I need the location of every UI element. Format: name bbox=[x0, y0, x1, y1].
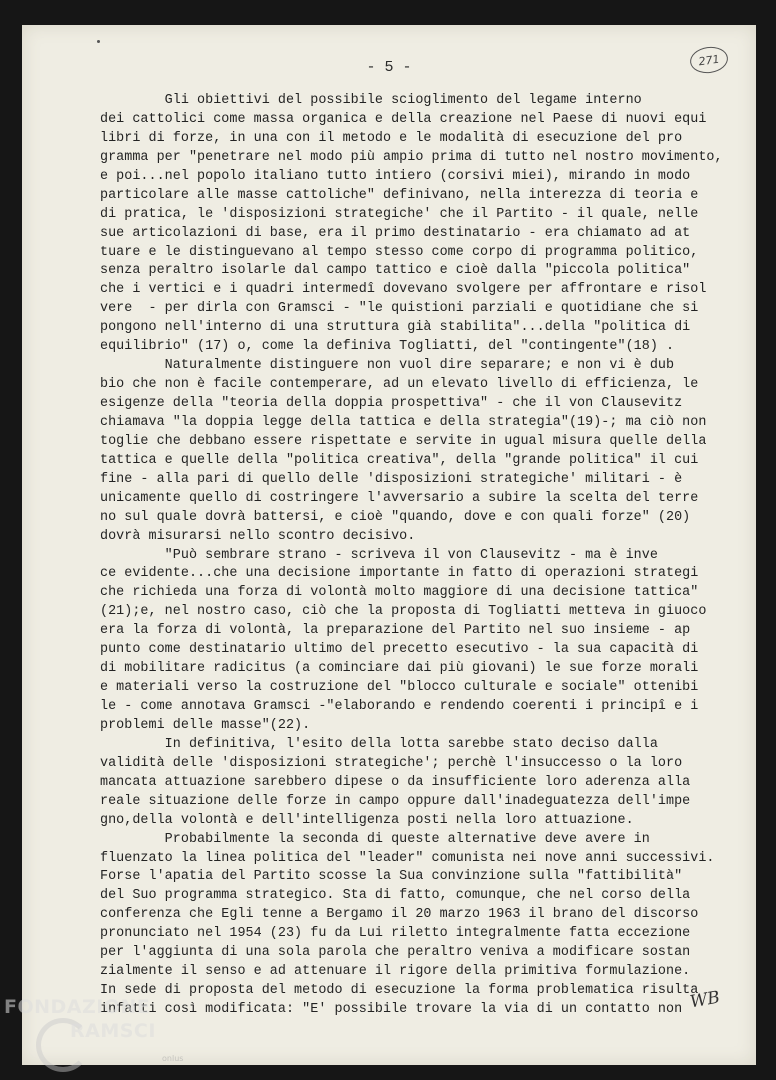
text-line: Forse l'apatia del Partito scosse la Sua convinzione sulla "fattibilità" bbox=[100, 869, 683, 885]
page-number: - 5 - bbox=[366, 59, 412, 76]
text-line: tuare e le distinguevano al tempo stesso come corpo di programma politico, bbox=[100, 244, 699, 260]
text-line: conferenza che Egli tenne a Bergamo il 20 marzo 1963 il brano del discorso bbox=[100, 907, 699, 923]
text-line: no sul quale dovrà battersi, e cioè "quando, dove e con quali forze" (20) bbox=[100, 509, 691, 525]
text-line: problemi delle masse"(22). bbox=[100, 717, 311, 733]
text-line: pronunciato nel 1954 (23) fu da Lui riletto integralmente fatta eccezione bbox=[100, 926, 691, 942]
text-line: mancata attuazione sarebbero dipese o da insufficiente loro aderenza alla bbox=[100, 774, 691, 790]
text-line: ce evidente...che una decisione importante in fatto di operazioni strategi bbox=[100, 566, 699, 582]
text-line: di mobilitare radicitus (a cominciare dai più giovani) le sue forze morali bbox=[100, 661, 699, 677]
text-line: reale situazione delle forze in campo oppure dall'inadeguatezza dell'impe bbox=[100, 793, 691, 809]
text-line: bio che non è facile contemperare, ad un elevato livello di efficienza, le bbox=[100, 377, 699, 393]
text-line: "Può sembrare strano - scriveva il von Clausevitz - ma è inve bbox=[100, 547, 658, 563]
text-line: e materiali verso la costruzione del "blocco culturale e sociale" ottenibi bbox=[100, 680, 699, 696]
text-line: le - come annotava Gramsci -"elaborando e rendendo coerenti i principî e i bbox=[100, 699, 699, 714]
text-line: chiamava "la doppia legge della tattica e della strategia"(19)-; ma ciò non bbox=[100, 414, 707, 430]
text-line: vere - per dirla con Gramsci - "le quistioni parziali e quotidiane che si bbox=[100, 301, 699, 317]
text-line: validità delle 'disposizioni strategiche'; perchè l'insuccesso o la loro bbox=[100, 755, 683, 771]
text-line: di pratica, le 'disposizioni strategiche' che il Partito - il quale, nelle bbox=[100, 206, 699, 222]
handwritten-initials: WB bbox=[688, 987, 722, 1013]
text-line: punto come destinatario ultimo del precetto esecutivo - la sua capacità di bbox=[100, 642, 699, 658]
text-line: toglie che debbano essere rispettate e servite in ugual misura quelle della bbox=[100, 433, 707, 449]
archive-number-stamp: 271 bbox=[688, 44, 729, 75]
text-line: unicamente quello di costringere l'avversario a subire la scelta del terre bbox=[100, 490, 699, 506]
text-line: libri di forze, in una con il metodo e le modalità di esecuzione del pro bbox=[100, 130, 683, 146]
text-line: zialmente il senso e ad attenuare il rigore della primitiva formulazione. bbox=[100, 964, 691, 980]
text-line: fine - alla pari di quello delle 'disposizioni strategiche' militari - è bbox=[100, 471, 683, 487]
text-line: sue articolazioni di base, era il primo destinatario - era chiamato ad at bbox=[100, 225, 691, 241]
text-line: infatti così modificata: "E' possibile trovare la via di un contatto non bbox=[100, 1002, 683, 1017]
text-line: In sede di proposta del metodo di esecuzione la forma problematica risulta bbox=[100, 983, 699, 999]
watermark-line-1: FONDAZIONE bbox=[4, 996, 151, 1018]
text-line: per l'aggiunta di una sola parola che peraltro veniva a modificare sostan bbox=[100, 945, 691, 961]
text-line: dei cattolici come massa organica e della creazione nel Paese di nuovi equi bbox=[100, 111, 707, 127]
text-line: equilibrio" (17) o, come la definiva Togliatti, del "contingente"(18) . bbox=[100, 339, 675, 355]
text-line: tattica e quelle della "politica creativa", della "grande politica" il cui bbox=[100, 452, 699, 468]
text-line: del Suo programma strategico. Sta di fatto, comunque, che nel corso della bbox=[100, 888, 691, 904]
text-line: pongono nell'interno di una struttura già stabilita"...della "politica di bbox=[100, 320, 691, 336]
text-line: senza peraltro isolarle dal campo tattico e cioè dalla "piccola politica" bbox=[100, 263, 691, 279]
text-line: In definitiva, l'esito della lotta sarebbe stato deciso dalla bbox=[100, 736, 658, 752]
text-line: e poi...nel popolo italiano tutto intiero (corsivi miei), mirando in modo bbox=[100, 168, 691, 184]
watermark-line-2: RAMSCI bbox=[70, 1020, 156, 1042]
text-line: Naturalmente distinguere non vuol dire separare; e non vi è dub bbox=[100, 358, 675, 374]
text-line: era la forza di volontà, la preparazione del Partito nel suo insieme - ap bbox=[100, 623, 691, 639]
text-line: che i vertici e i quadri intermedî dovevano svolgere per affrontare e risol bbox=[100, 282, 707, 298]
text-line: fluenzato la linea politica del "leader" comunista nei nove anni successivi. bbox=[100, 850, 715, 866]
document-page bbox=[22, 25, 756, 1065]
ink-dot bbox=[97, 40, 100, 43]
fondazione-gramsci-watermark bbox=[4, 996, 204, 1076]
text-line: che richieda una forza di volontà molto maggiore di una decisione tattica" bbox=[100, 585, 699, 601]
text-line: gno,della volontà e dell'intelligenza posti nella loro attuazione. bbox=[100, 812, 634, 828]
text-line: gramma per "penetrare nel modo più ampio prima di tutto nel nostro movimento, bbox=[100, 149, 723, 165]
watermark-sub: onlus bbox=[162, 1054, 184, 1063]
text-line: dovrà misurarsi nello scontro decisivo. bbox=[100, 528, 416, 544]
text-line: particolare alle masse cattoliche" definivano, nella interezza di teoria e bbox=[100, 187, 699, 203]
text-line: (21);e, nel nostro caso, ciò che la proposta di Togliatti metteva in giuoco bbox=[100, 604, 707, 620]
text-line: Probabilmente la seconda di queste alternative deve avere in bbox=[100, 831, 650, 847]
text-line: Gli obiettivi del possibile scioglimento del legame interno bbox=[100, 93, 642, 108]
text-line: esigenze della "teoria della doppia prospettiva" - che il von Clausevitz bbox=[100, 396, 683, 411]
